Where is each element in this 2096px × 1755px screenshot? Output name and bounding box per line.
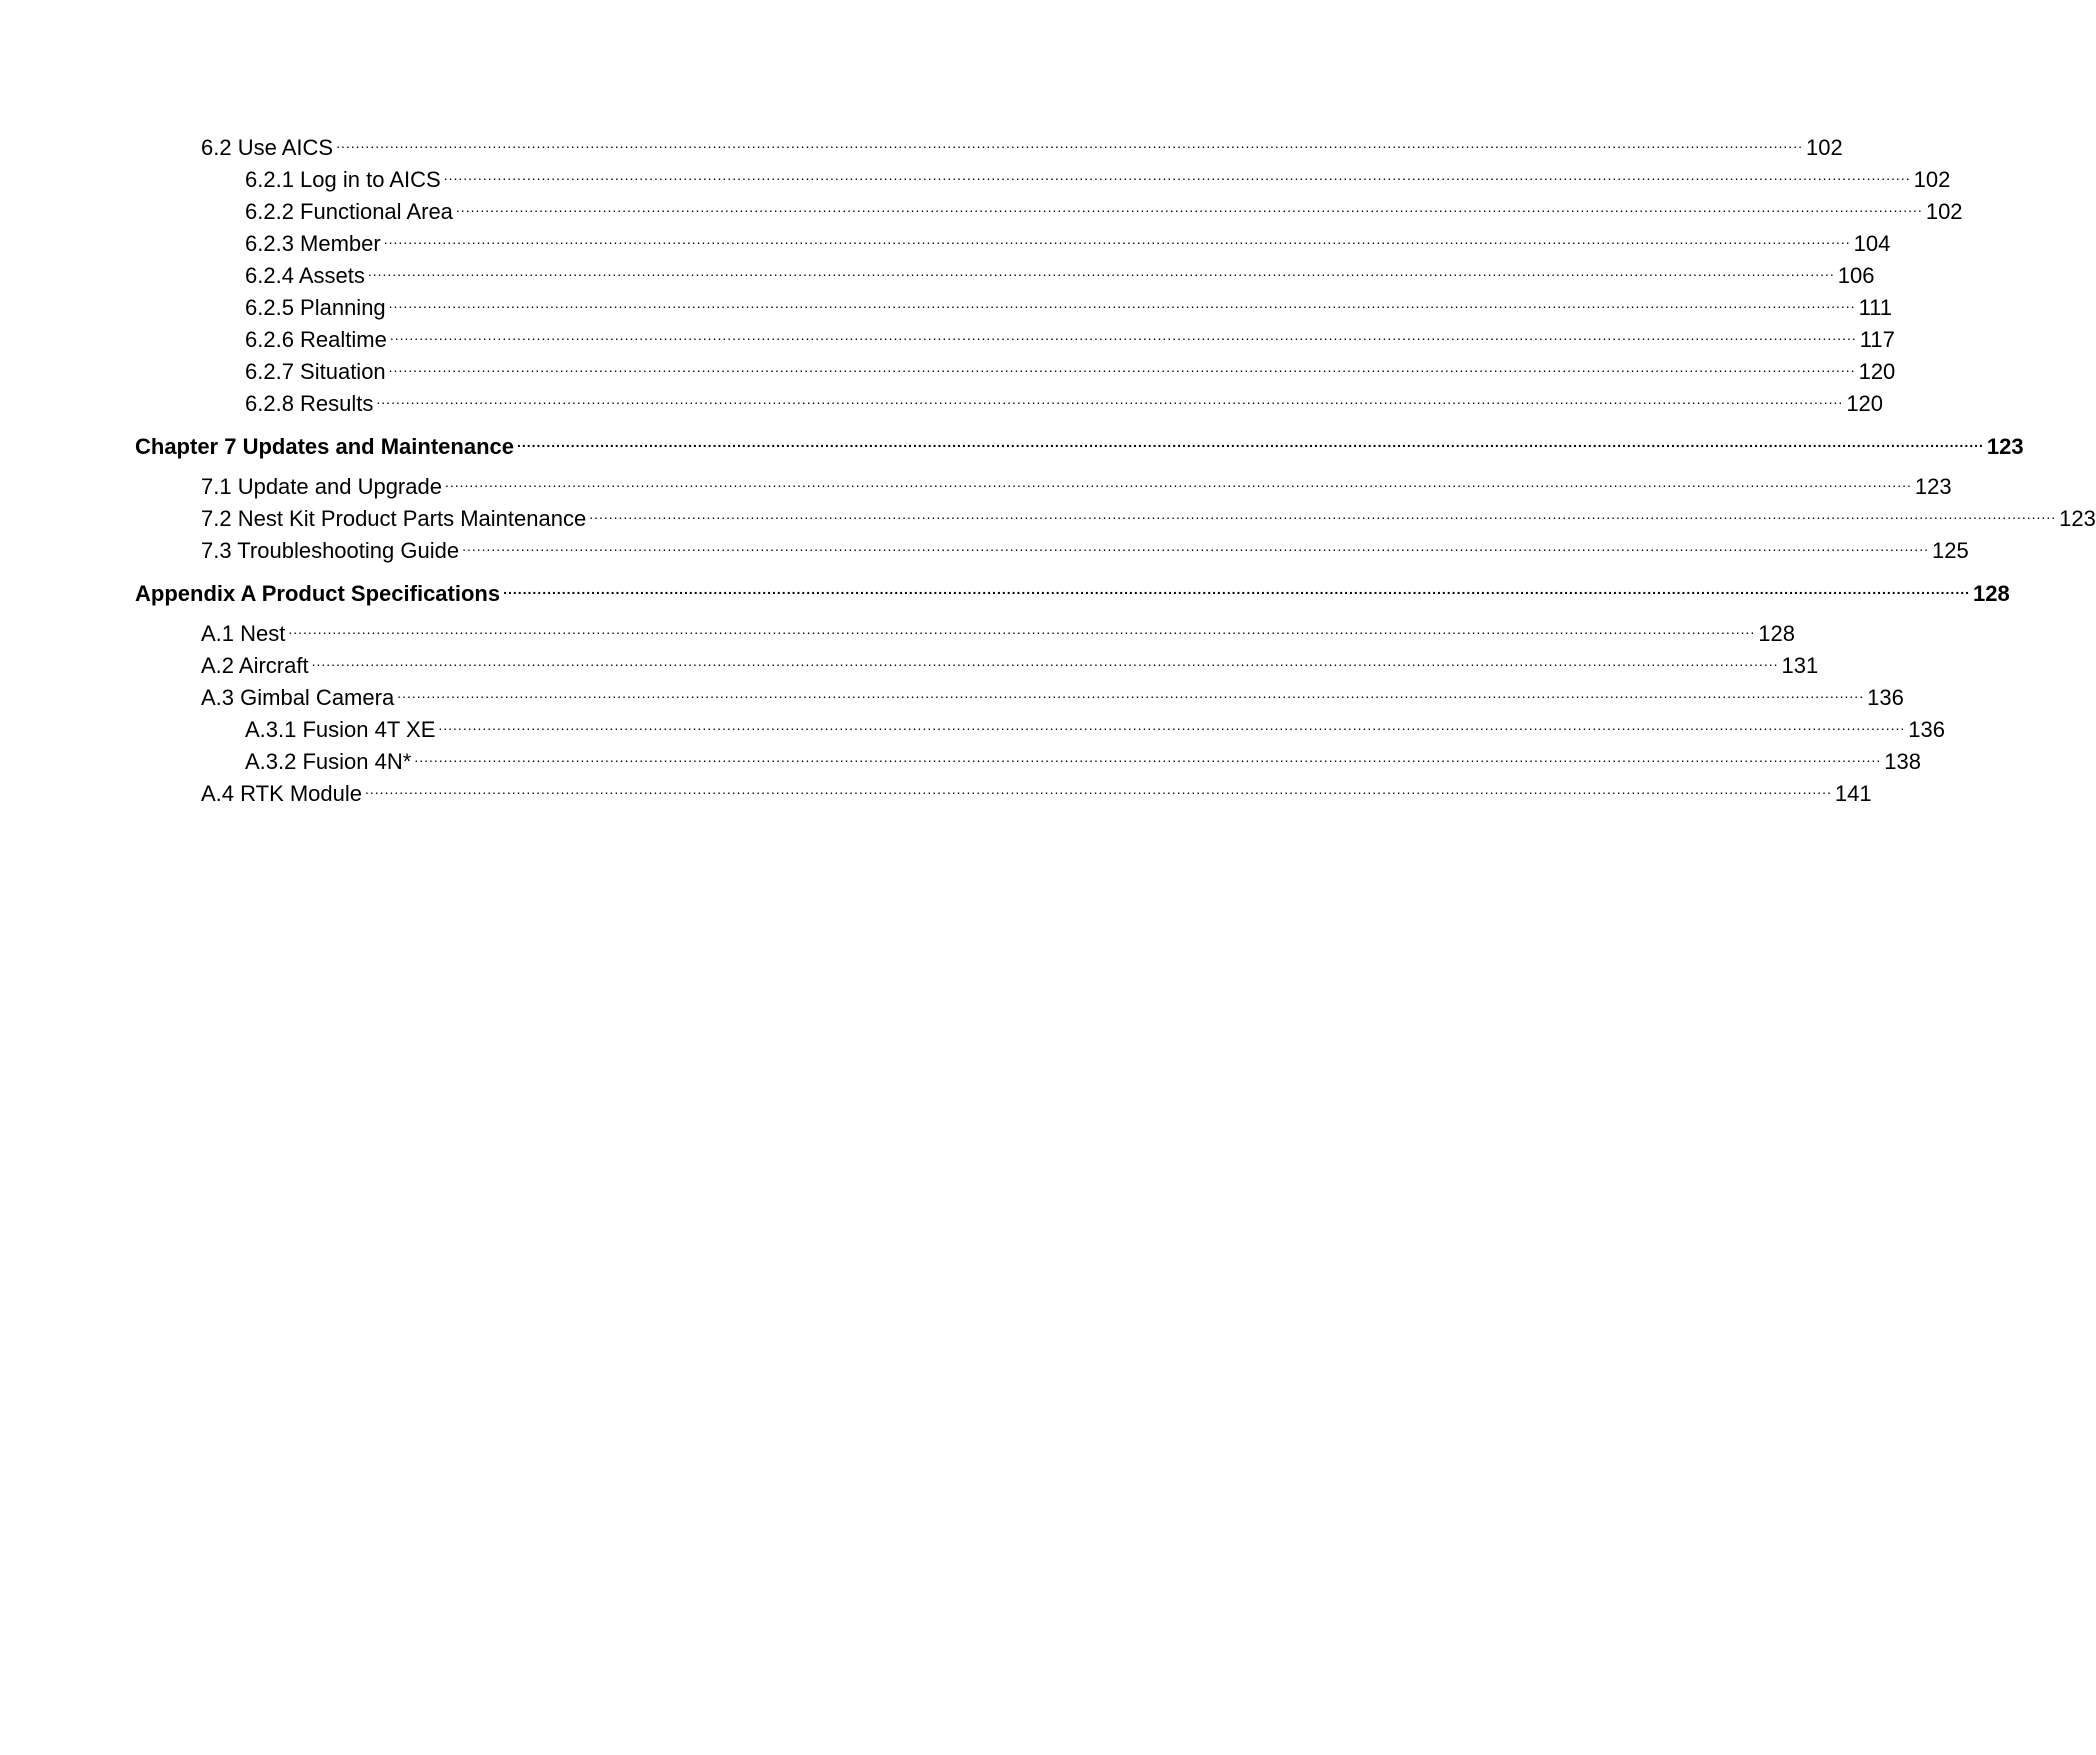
toc-page-number: 102 — [1925, 199, 1963, 224]
toc-entry-title: 7.2 Nest Kit Product Parts Maintenance — [201, 506, 587, 531]
toc-entry-title: 7.1 Update and Upgrade — [201, 474, 442, 499]
toc-page-number: 125 — [1931, 538, 1969, 563]
toc-entry-title: 6.2.1 Log in to AICS — [245, 167, 441, 192]
toc-page-number: 131 — [1781, 653, 1819, 678]
toc-page-number: 120 — [1846, 391, 1884, 416]
toc-dot-leader: ............................................................................................................................................................................................................................................................................................................ — [455, 199, 1923, 215]
toc-chapter-entry[interactable] — [135, 577, 2010, 611]
toc-page-number: 117 — [1859, 327, 1895, 352]
toc-chapter-entry[interactable] — [135, 430, 2024, 464]
toc-entry-title: 6.2.4 Assets — [245, 263, 365, 288]
toc-dot-leader: ............................................................................................................................................................................................................................................................................................................ — [589, 506, 2057, 522]
toc-entry-title: 6.2.5 Planning — [245, 295, 386, 320]
toc-page-number: 106 — [1837, 263, 1875, 288]
toc-entry-title: A.4 RTK Module — [201, 781, 363, 806]
toc-entry-title: Chapter 7 Updates and Maintenance — [135, 434, 514, 459]
toc-dot-leader: ............................................................................................................................................................................................................................................................................................................ — [516, 434, 1984, 450]
toc-dot-leader: ............................................................................................................................................................................................................................................................................................................ — [288, 621, 1756, 637]
toc-page-number: 128 — [1758, 621, 1795, 646]
toc-dot-leader: ............................................................................................................................................................................................................................................................................................................ — [443, 167, 1911, 183]
toc-entry[interactable] — [201, 534, 1969, 568]
toc-dot-leader: ............................................................................................................................................................................................................................................................................................................ — [438, 717, 1906, 733]
toc-page-number: 120 — [1858, 359, 1896, 384]
toc-entry-title: 6.2.2 Functional Area — [245, 199, 453, 224]
toc-entry-title: A.3.1 Fusion 4T XE — [245, 717, 436, 742]
toc-dot-leader: ............................................................................................................................................................................................................................................................................................................ — [414, 749, 1882, 765]
toc-dot-leader: ............................................................................................................................................................................................................................................................................................................ — [444, 474, 1912, 490]
toc-page-number: 128 — [1973, 581, 2010, 606]
toc-entry-title: 6.2.7 Situation — [245, 359, 386, 384]
toc-dot-leader: ............................................................................................................................................................................................................................................................................................................ — [365, 781, 1832, 797]
toc-page-number: 111 — [1858, 295, 1893, 320]
toc-dot-leader: ............................................................................................................................................................................................................................................................................................................ — [383, 231, 1851, 247]
toc-page-number: 141 — [1834, 781, 1872, 806]
toc-entry-title: 6.2.6 Realtime — [245, 327, 387, 352]
toc-entry-title: A.3 Gimbal Camera — [201, 685, 395, 710]
toc-entry-title: 6.2 Use AICS — [201, 135, 334, 160]
toc-dot-leader: ............................................................................................................................................................................................................................................................................................................ — [503, 581, 1970, 597]
toc-dot-leader: ............................................................................................................................................................................................................................................................................................................ — [336, 135, 1803, 151]
toc-entry-title: A.1 Nest — [201, 621, 286, 646]
toc-entry-title: 6.2.3 Member — [245, 231, 381, 256]
toc-entry[interactable] — [201, 777, 1872, 811]
toc-entry-title: A.2 Aircraft — [201, 653, 309, 678]
toc-dot-leader: ............................................................................................................................................................................................................................................................................................................ — [367, 263, 1835, 279]
toc-dot-leader: ............................................................................................................................................................................................................................................................................................................ — [389, 327, 1857, 343]
toc-page-number: 123 — [1914, 474, 1952, 499]
toc-dot-leader: ............................................................................................................................................................................................................................................................................................................ — [462, 538, 1929, 554]
toc-page-number: 138 — [1884, 749, 1921, 774]
toc-dot-leader: ............................................................................................................................................................................................................................................................................................................ — [388, 359, 1856, 375]
toc-entry[interactable] — [245, 387, 1884, 421]
toc-entry-title: 6.2.8 Results — [245, 391, 374, 416]
toc-page-number: 102 — [1805, 135, 1843, 160]
toc-page-number: 123 — [2059, 506, 2096, 531]
toc-page-number: 136 — [1908, 717, 1945, 742]
toc-page-number: 102 — [1913, 167, 1951, 192]
toc-entry-title: A.3.2 Fusion 4N* — [245, 749, 412, 774]
toc-dot-leader: ............................................................................................................................................................................................................................................................................................................ — [397, 685, 1865, 701]
toc-entry-title: 7.3 Troubleshooting Guide — [201, 538, 460, 563]
toc-page-number: 136 — [1867, 685, 1904, 710]
toc-page-number: 104 — [1853, 231, 1891, 256]
toc-dot-leader: ............................................................................................................................................................................................................................................................................................................ — [388, 295, 1856, 311]
toc-entry-title: Appendix A Product Specifications — [135, 581, 501, 606]
toc-dot-leader: ............................................................................................................................................................................................................................................................................................................ — [311, 653, 1779, 669]
toc-dot-leader: ............................................................................................................................................................................................................................................................................................................ — [376, 391, 1844, 407]
toc-page-number: 123 — [1986, 434, 2024, 459]
